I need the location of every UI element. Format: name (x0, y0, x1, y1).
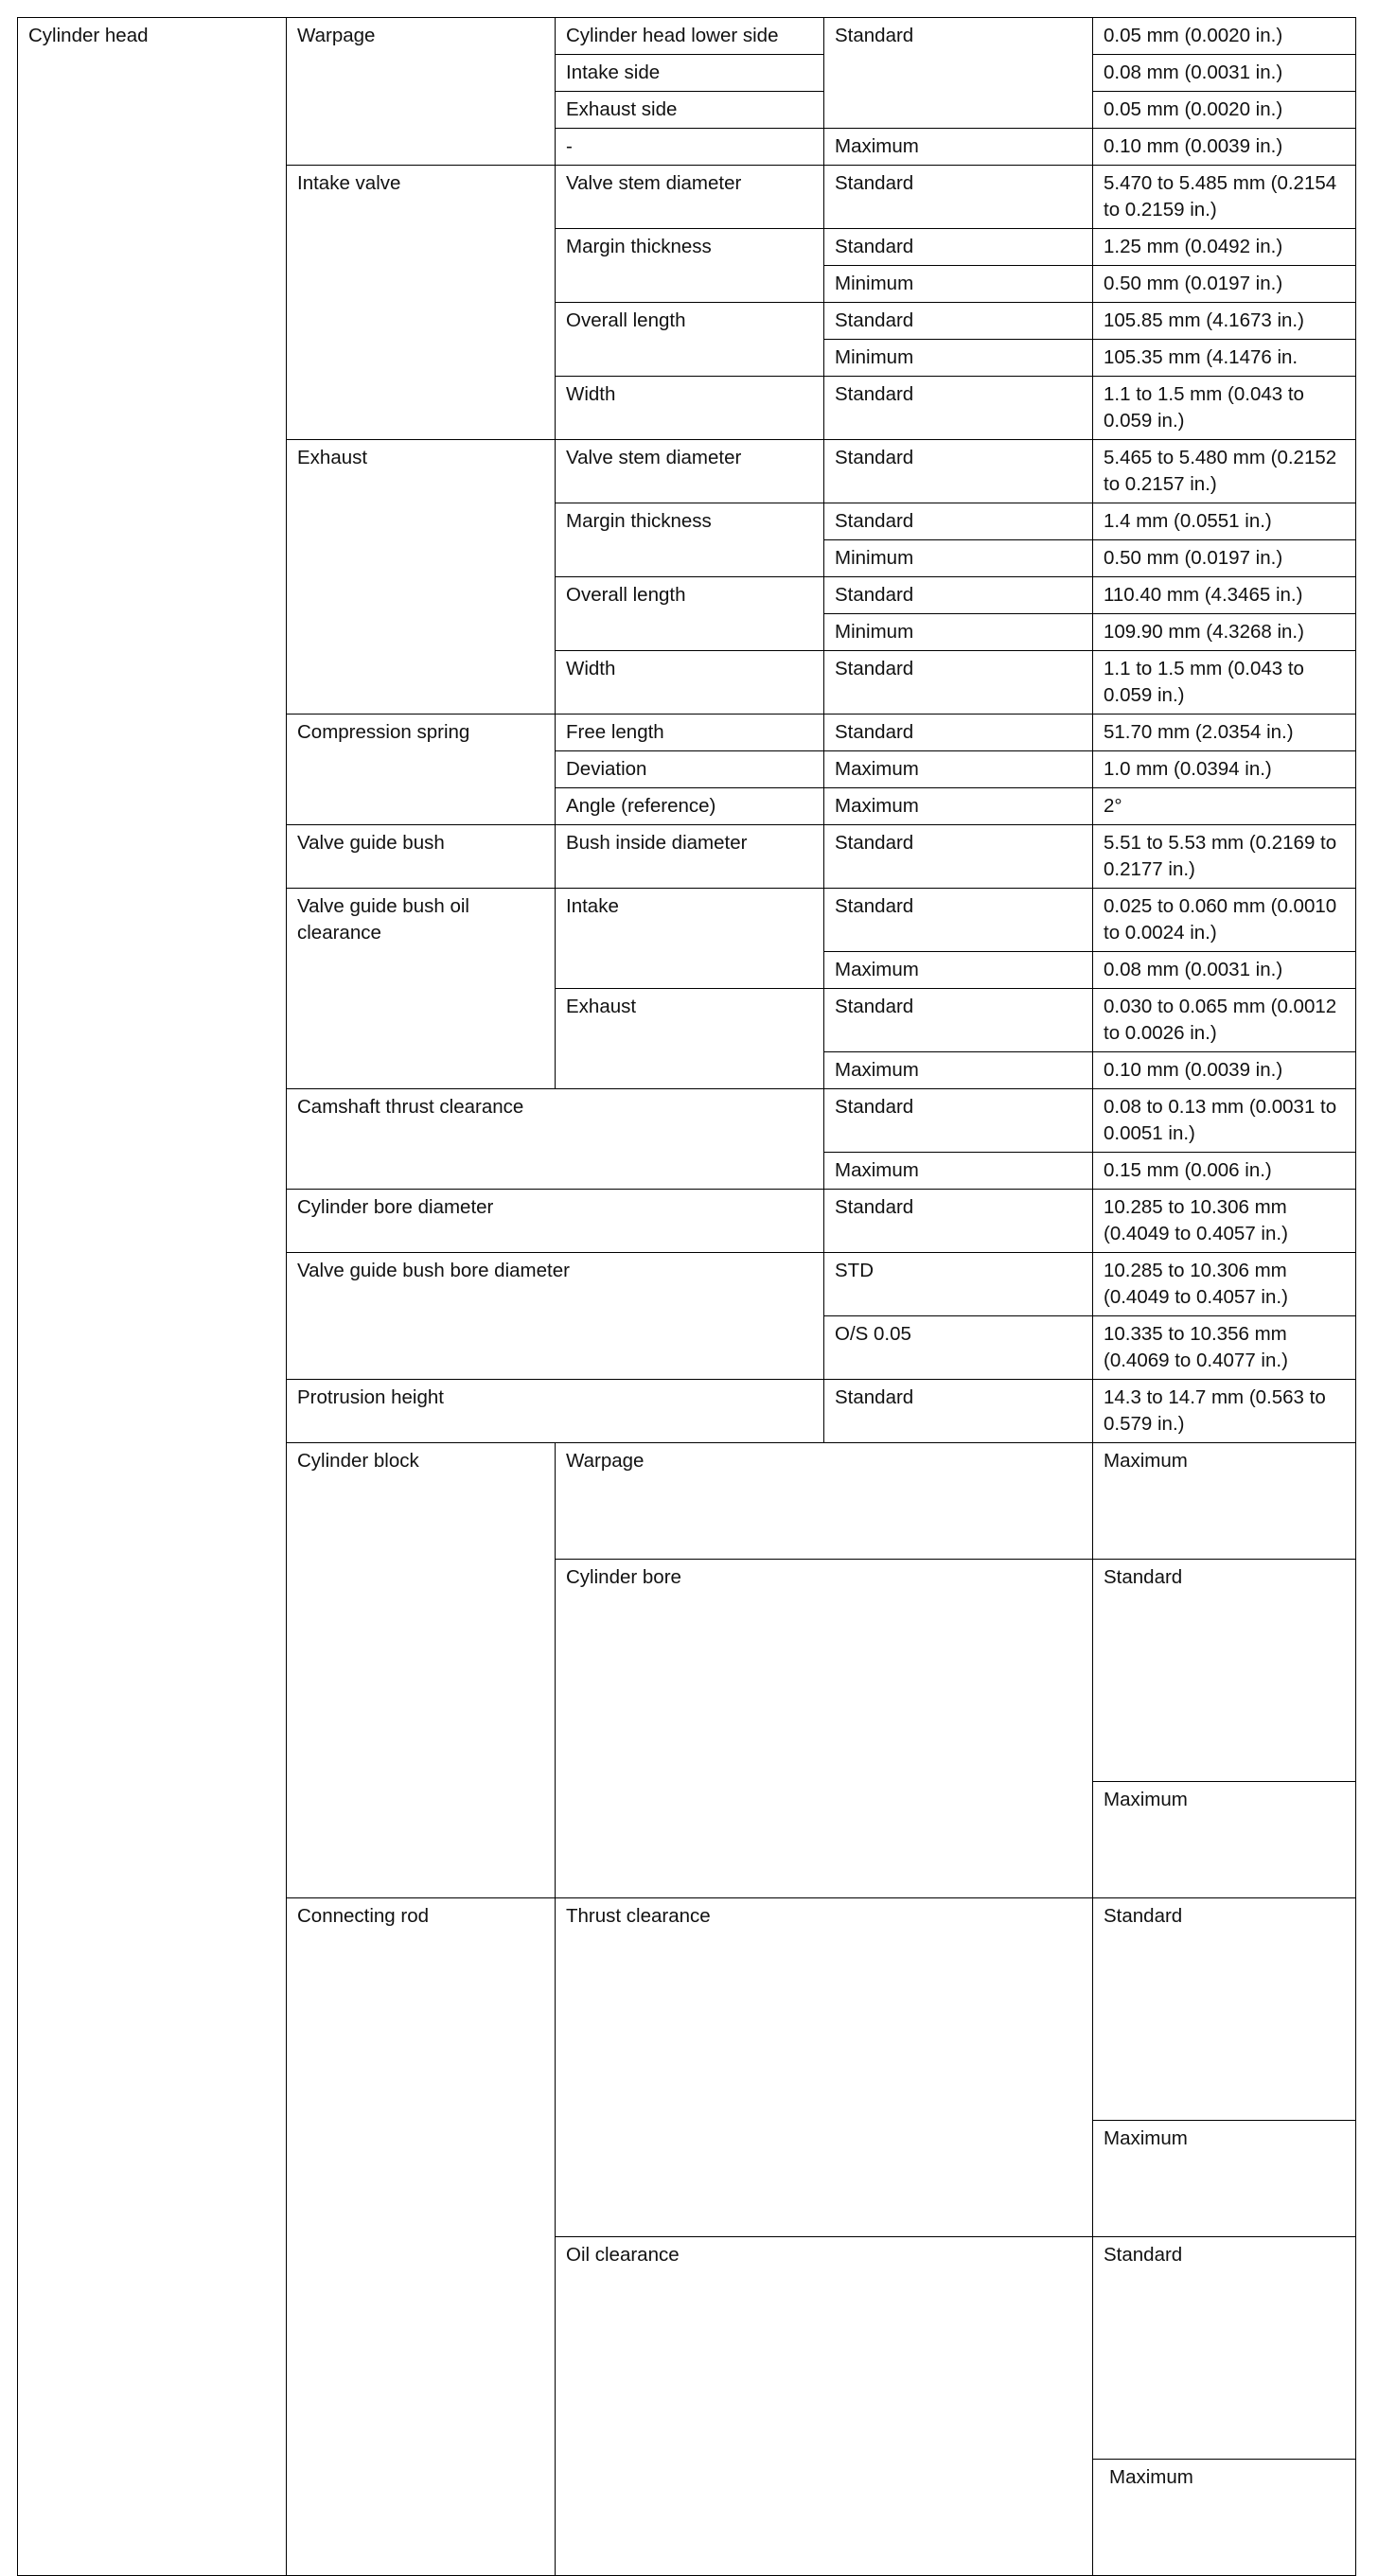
cell: 0.10 mm (0.0039 in.) (1093, 129, 1356, 166)
cell-line: 1.1 to 1.5 mm (0.043 to (1104, 383, 1304, 405)
cell: Maximum (824, 952, 1093, 989)
cell: Maximum (824, 1052, 1093, 1089)
cell: Oil clearance (556, 2237, 1093, 2576)
cell: 110.40 mm (4.3465 in.) (1093, 577, 1356, 614)
cell-compression-spring: Compression spring (287, 715, 556, 825)
cell: 0.15 mm (0.006 in.) (1093, 1153, 1356, 1190)
cell: Bush inside diameter (556, 825, 824, 889)
cell: Standard (824, 18, 1093, 129)
cell: Standard (1093, 2237, 1356, 2460)
cell-warpage: Warpage (287, 18, 556, 166)
cell: Intake side (556, 55, 824, 92)
cell: Width (556, 651, 824, 715)
cell: Free length (556, 715, 824, 751)
specification-table-body (18, 18, 1356, 2576)
cell: Standard (824, 1089, 1093, 1153)
cell: 0.025 to 0.060 mm (0.0010 to 0.0024 in.) (1093, 889, 1356, 952)
cell: Standard (824, 229, 1093, 266)
cell: 5.465 to 5.480 mm (0.2152 to 0.2157 in.) (1093, 440, 1356, 503)
cell: Maximum (1093, 1443, 1356, 1560)
cell: Standard (824, 166, 1093, 229)
cell-valve-guide-bush: Valve guide bush (287, 825, 556, 889)
cell: Thrust clearance (556, 1898, 1093, 2237)
cell: Overall length (556, 577, 824, 651)
cell: Maximum (1093, 2460, 1356, 2576)
cell: - (556, 129, 824, 166)
cell: Maximum (1093, 1782, 1356, 1898)
cell: Standard (824, 577, 1093, 614)
cell: Minimum (824, 266, 1093, 303)
cell-cylinder-head: Cylinder head (18, 18, 287, 2576)
cell: Maximum (1093, 2121, 1356, 2237)
cell: Standard (1093, 1560, 1356, 1782)
cell: Maximum (824, 788, 1093, 825)
cell-valve-guide-bush-oil-clearance: Valve guide bush oil clearance (287, 889, 556, 1089)
specification-table (17, 17, 1356, 2576)
cell: STD (824, 1253, 1093, 1316)
cell: Exhaust (556, 989, 824, 1089)
cell-cylinder-bore-diameter: Cylinder bore diameter (287, 1190, 824, 1253)
cell: Minimum (824, 340, 1093, 377)
cell: 109.90 mm (4.3268 in.) (1093, 614, 1356, 651)
cell-connecting-rod: Connecting rod (287, 1898, 556, 2576)
cell: Standard (824, 303, 1093, 340)
cell: Overall length (556, 303, 824, 377)
cell: Margin thickness (556, 503, 824, 577)
cell: Maximum (824, 751, 1093, 788)
cell: 105.85 mm (4.1673 in.) (1093, 303, 1356, 340)
cell-line: 0.059 in.) (1104, 410, 1185, 432)
cell: 0.08 mm (0.0031 in.) (1093, 55, 1356, 92)
cell: 0.08 mm (0.0031 in.) (1093, 952, 1356, 989)
cell: Valve stem diameter (556, 440, 824, 503)
cell: Exhaust side (556, 92, 824, 129)
cell: Cylinder bore (556, 1560, 1093, 1898)
cell: Minimum (824, 614, 1093, 651)
cell: 51.70 mm (2.0354 in.) (1093, 715, 1356, 751)
cell: Warpage (556, 1443, 1093, 1560)
cell: Standard (824, 440, 1093, 503)
cell: 1.4 mm (0.0551 in.) (1093, 503, 1356, 540)
cell: 105.35 mm (4.1476 in. (1093, 340, 1356, 377)
cell: 0.030 to 0.065 mm (0.0012 to 0.0026 in.) (1093, 989, 1356, 1052)
cell: Margin thickness (556, 229, 824, 303)
cell: Standard (1093, 1898, 1356, 2121)
cell: Maximum (824, 1153, 1093, 1190)
cell: 1.25 mm (0.0492 in.) (1093, 229, 1356, 266)
cell: Standard (824, 503, 1093, 540)
cell: 10.285 to 10.306 mm (0.4049 to 0.4057 in.) (1093, 1253, 1356, 1316)
cell: O/S 0.05 (824, 1316, 1093, 1380)
cell: Cylinder head lower side (556, 18, 824, 55)
cell: 0.50 mm (0.0197 in.) (1093, 266, 1356, 303)
cell-exhaust: Exhaust (287, 440, 556, 715)
cell: Intake (556, 889, 824, 989)
cell: Standard (824, 715, 1093, 751)
cell: 10.285 to 10.306 mm (0.4049 to 0.4057 in.) (1093, 1190, 1356, 1253)
cell: 5.470 to 5.485 mm (0.2154 to 0.2159 in.) (1093, 166, 1356, 229)
cell: Angle (reference) (556, 788, 824, 825)
cell-protrusion-height: Protrusion height (287, 1380, 824, 1443)
cell: Width (556, 377, 824, 440)
cell: Standard (824, 825, 1093, 889)
cell: 0.10 mm (0.0039 in.) (1093, 1052, 1356, 1089)
cell: 0.05 mm (0.0020 in.) (1093, 18, 1356, 55)
cell: 14.3 to 14.7 mm (0.563 to 0.579 in.) (1093, 1380, 1356, 1443)
cell: 10.335 to 10.356 mm (0.4069 to 0.4077 in.) (1093, 1316, 1356, 1380)
cell: Deviation (556, 751, 824, 788)
cell: 1.0 mm (0.0394 in.) (1093, 751, 1356, 788)
cell: 0.05 mm (0.0020 in.) (1093, 92, 1356, 129)
cell-intake-valve: Intake valve (287, 166, 556, 440)
cell: 0.50 mm (0.0197 in.) (1093, 540, 1356, 577)
cell: Minimum (824, 540, 1093, 577)
cell-camshaft-thrust-clearance: Camshaft thrust clearance (287, 1089, 824, 1190)
cell: Standard (824, 1190, 1093, 1253)
cell-valve-guide-bush-bore-diameter: Valve guide bush bore diameter (287, 1253, 824, 1380)
cell: Standard (824, 889, 1093, 952)
cell: Maximum (824, 129, 1093, 166)
cell: 5.51 to 5.53 mm (0.2169 to 0.2177 in.) (1093, 825, 1356, 889)
cell: Standard (824, 651, 1093, 715)
table-row (18, 18, 1356, 55)
cell: Standard (824, 989, 1093, 1052)
cell: Standard (824, 377, 1093, 440)
cell: Standard (824, 1380, 1093, 1443)
cell: 2° (1093, 788, 1356, 825)
cell: 0.08 to 0.13 mm (0.0031 to 0.0051 in.) (1093, 1089, 1356, 1153)
cell-line: 1.1 to 1.5 mm (0.043 to (1104, 658, 1304, 679)
cell: Valve stem diameter (556, 166, 824, 229)
cell-cylinder-block: Cylinder block (287, 1443, 556, 1898)
cell (1093, 651, 1356, 715)
cell-line: 0.059 in.) (1104, 684, 1185, 706)
cell (1093, 377, 1356, 440)
